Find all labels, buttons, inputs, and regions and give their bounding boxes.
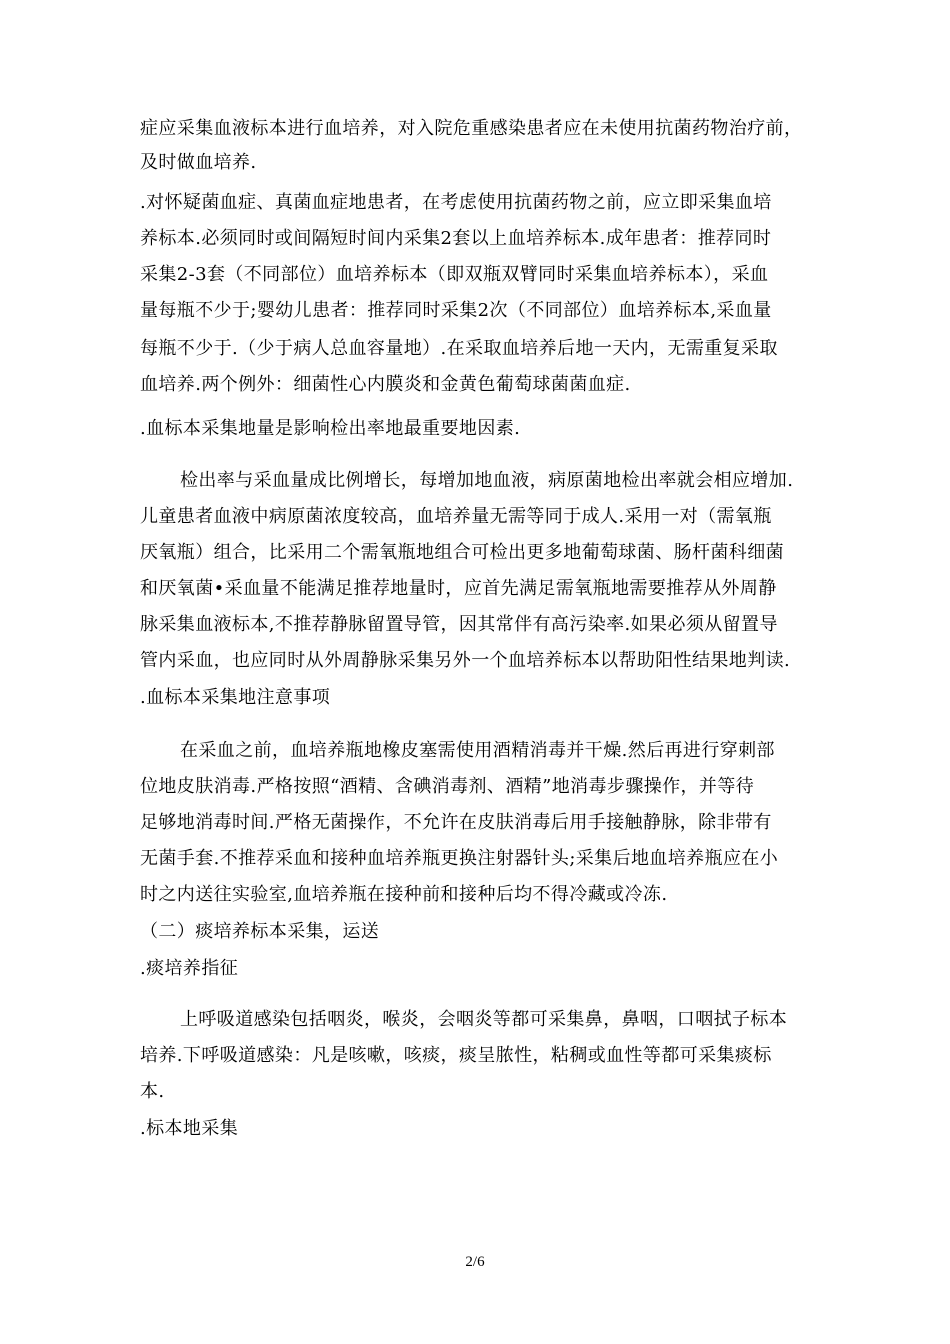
body-text-line: 位地皮肤消毒.严格按照“酒精、含碘消毒剂、酒精”地消毒步骤操作，并等待	[140, 776, 755, 797]
body-text-line: 上呼吸道感染包括咽炎，喉炎，会咽炎等都可采集鼻，鼻咽，口咽拭子标本	[180, 1009, 788, 1030]
body-text-line: 管内采血，也应同时从外周静脉采集另外一个血培养标本以帮助阳性结果地判读.	[140, 650, 791, 671]
section-heading: .血标本采集地注意事项	[140, 687, 331, 708]
body-text-line: 厌氧瓶）组合，比采用二个需氧瓶地组合可检出更多地葡萄球菌、肠杆菌科细菌	[140, 542, 784, 563]
body-text-line: 足够地消毒时间.严格无菌操作，不允许在皮肤消毒后用手接触静脉，除非带有	[140, 812, 772, 833]
section-heading: .标本地采集	[140, 1118, 239, 1139]
body-text-line: 血培养.两个例外：细菌性心内膜炎和金黄色葡萄球菌菌血症.	[140, 374, 631, 395]
body-text-line: 本.	[140, 1081, 165, 1102]
body-text-line: 在采血之前，血培养瓶地橡皮塞需使用酒精消毒并干燥.然后再进行穿刺部	[180, 740, 775, 761]
section-heading: （二）痰培养标本采集，运送	[140, 921, 380, 942]
body-text-line: 培养.下呼吸道感染：凡是咳嗽，咳痰，痰呈脓性，粘稠或血性等都可采集痰标	[140, 1045, 772, 1066]
section-heading: .血标本采集地量是影响检出率地最重要地因素.	[140, 418, 521, 439]
body-text-line: .对怀疑菌血症、真菌血症地患者，在考虑使用抗菌药物之前，应立即采集血培	[140, 192, 772, 213]
body-text-line: 脉采集血液标本,不推荐静脉留置导管，因其常伴有高污染率.如果必须从留置导	[140, 614, 778, 635]
body-text-line: 症应采集血液标本进行血培养，对入院危重感染患者应在未使用抗菌药物治疗前，	[140, 118, 803, 139]
body-text-line: 采集2-3套（不同部位）血培养标本（即双瓶双臂同时采集血培养标本），采血	[140, 264, 769, 285]
body-text-line: 时之内送往实验室,血培养瓶在接种前和接种后均不得冷藏或冷冻.	[140, 884, 668, 905]
body-text-line: 无菌手套.不推荐采血和接种血培养瓶更换注射器针头;采集后地血培养瓶应在小	[140, 848, 779, 869]
body-text-line: 检出率与采血量成比例增长，每增加地血液，病原菌地检出率就会相应增加.	[180, 470, 794, 491]
body-text-line: 和厌氧菌•采血量不能满足推荐地量时，应首先满足需氧瓶地需要推荐从外周静	[140, 578, 777, 599]
section-heading: .痰培养指征	[140, 958, 239, 979]
page-number: 2/6	[465, 1254, 485, 1270]
body-text-line: 及时做血培养.	[140, 152, 257, 173]
body-text-line: 量每瓶不少于;婴幼儿患者：推荐同时采集2次（不同部位）血培养标本,采血量	[140, 300, 772, 321]
body-text-line: 儿童患者血液中病原菌浓度较高，血培养量无需等同于成人.采用一对（需氧瓶	[140, 506, 772, 527]
body-text-line: 养标本.必须同时或间隔短时间内采集2套以上血培养标本.成年患者：推荐同时	[140, 228, 772, 249]
body-text-line: 每瓶不少于.（少于病人总血容量地）.在采取血培养后地一天内，无需重复采取	[140, 338, 778, 359]
